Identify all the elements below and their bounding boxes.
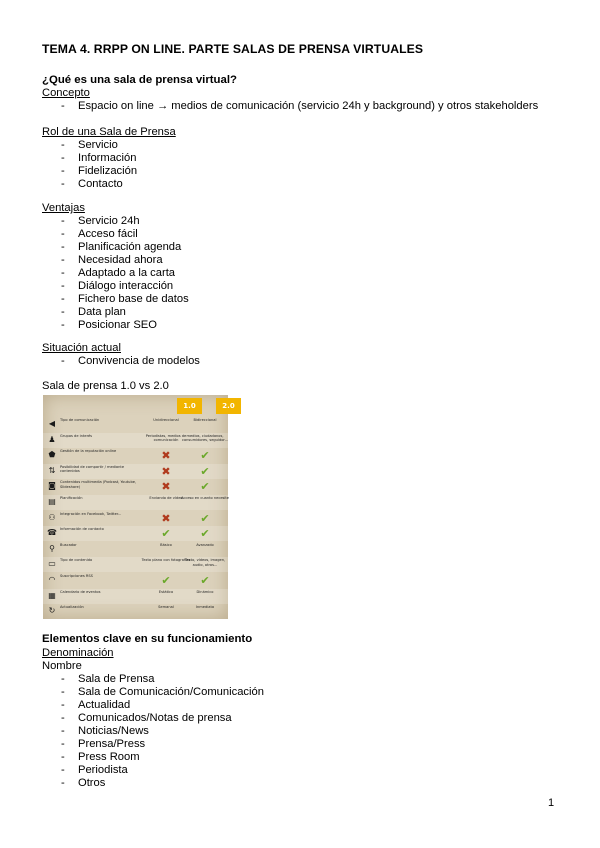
cross-icon: ✖ <box>161 480 171 494</box>
cell-value: Básico <box>160 542 172 547</box>
share-icon: ⇅ <box>48 465 56 475</box>
cell-value: Avanzado <box>196 542 214 547</box>
concepto-list <box>42 100 538 113</box>
feature-label: Buscador <box>60 542 77 547</box>
comparison-caption: Sala de prensa 1.0 vs 2.0 <box>42 380 169 392</box>
feature-label: Planificación <box>60 496 83 500</box>
doc-icon: ▭ <box>48 559 56 569</box>
page-number: 1 <box>548 797 555 809</box>
cell-value: Periodistas, medios de comunicación <box>145 433 187 442</box>
ventajas-label: Ventajas <box>42 202 85 214</box>
cross-icon: ✖ <box>161 449 171 463</box>
comparison-row <box>43 526 228 541</box>
check-icon: ✔ <box>200 511 210 525</box>
list-item: - Comunicados/Notas de prensa <box>42 712 264 725</box>
check-icon: ✔ <box>200 449 210 463</box>
feature-label: Grupos de interés <box>60 433 93 438</box>
feature-label: Integración en Facebook, Twitter... <box>60 511 122 516</box>
list-item: - Fidelización <box>42 165 176 178</box>
network-icon: ⚇ <box>48 512 56 522</box>
section-heading-what-is: ¿Qué es una sala de prensa virtual? <box>42 74 237 86</box>
check-icon: ✔ <box>200 527 210 541</box>
list-item: - Actualidad <box>42 699 264 712</box>
feature-label: Posibilidad de compartir / mediante contenidos <box>60 464 125 474</box>
cell-value: Enviando de vídeo <box>149 496 183 500</box>
cell-value: Acceso en cuanto necesite <box>180 496 230 500</box>
people-icon: ♟ <box>48 434 56 444</box>
cell-value: Texto, vídeos, imagen, audio, otros... <box>184 558 226 567</box>
comparison-row <box>43 589 228 604</box>
list-item: - Información <box>42 152 176 165</box>
check-icon: ✔ <box>200 464 210 478</box>
situacion-list <box>42 355 200 368</box>
list-item: - Data plan <box>42 306 189 319</box>
list-item: - Contacto <box>42 178 176 191</box>
feature-label: Calendario de eventos <box>60 589 101 594</box>
situacion-label: Situación actual <box>42 342 121 354</box>
film-icon: ▤ <box>48 497 56 506</box>
rss-icon: ◠ <box>48 575 56 584</box>
comparison-row <box>43 448 228 463</box>
cell-value: Estático <box>158 589 174 594</box>
press-room-comparison-image <box>43 395 235 619</box>
column-header-1-0: 1.0 <box>177 398 202 414</box>
column-header-2-0: 2.0 <box>216 398 241 414</box>
list-item: - Convivencia de modelos <box>42 355 200 368</box>
comparison-row <box>43 464 228 479</box>
ventajas-block <box>42 202 189 332</box>
situacion-block <box>42 342 200 368</box>
feature-label: Actualización <box>60 605 84 610</box>
feature-label: Información de contacto <box>60 527 104 532</box>
feature-label: Tipo de comunicación <box>60 418 100 422</box>
cell-value: Inmediata <box>195 605 215 610</box>
list-item: - Necesidad ahora <box>42 254 189 267</box>
list-item: - Adaptado a la carta <box>42 267 189 280</box>
list-item: - Otros <box>42 777 264 790</box>
nombre-label: Nombre <box>42 660 82 672</box>
phone-icon: ☎ <box>47 528 57 538</box>
comparison-row <box>43 479 228 494</box>
comparison-row <box>43 542 228 557</box>
feature-label: Gestión de la reputación online <box>60 449 117 454</box>
cell-value: Semanal <box>158 605 174 610</box>
list-item: - Noticias/News <box>42 725 264 738</box>
comparison-row <box>43 557 228 572</box>
list-item: - Press Room <box>42 751 264 764</box>
comparison-row <box>43 604 228 619</box>
list-item: - Servicio 24h <box>42 215 189 228</box>
refresh-icon: ↻ <box>48 606 56 616</box>
denominacion-label: Denominación <box>42 647 114 659</box>
page-title: TEMA 4. RRPP ON LINE. PARTE SALAS DE PRENSA VIRTUALES <box>42 42 424 56</box>
check-icon: ✔ <box>161 527 171 541</box>
list-item: - Prensa/Press <box>42 738 264 751</box>
cell-value: Texto plano con fotografías <box>141 558 191 563</box>
cell-value: Dinámico <box>196 589 214 594</box>
list-item: - Periodista <box>42 764 264 777</box>
cell-value: medios, ciudadanos, consumidores, seguidor... <box>181 433 229 442</box>
list-item: - Sala de Prensa <box>42 673 264 686</box>
cell-value: Unidireccional <box>153 418 179 422</box>
search-icon: ⚲ <box>49 543 55 553</box>
feature-label: Suscripciones RSS <box>60 574 93 578</box>
list-item: - Servicio <box>42 139 176 152</box>
comparison-row <box>43 573 228 588</box>
shield-icon: ⬟ <box>48 450 56 460</box>
comparison-row <box>43 417 228 432</box>
calendar-icon: ▦ <box>48 590 56 600</box>
comparison-row <box>43 495 228 510</box>
cross-icon: ✖ <box>161 464 171 478</box>
megaphone-icon: ◀ <box>48 419 56 428</box>
comparison-row <box>43 511 228 526</box>
rol-block <box>42 126 176 191</box>
section-heading-key-elements: Elementos clave en su funcionamiento <box>42 633 253 645</box>
comparison-row <box>43 433 228 448</box>
denominacion-block <box>42 647 264 790</box>
list-item: - Espacio on line → medios de comunicación (servicio 24h y background) y otros stakeholders <box>42 100 538 113</box>
list-item: - Fichero base de datos <box>42 293 189 306</box>
check-icon: ✔ <box>200 574 210 587</box>
feature-label: Contenidos multimedia (Podcast, Youtube, Slideshare) <box>60 480 137 489</box>
cell-value: Bidireccional <box>193 418 217 422</box>
rol-list <box>42 139 176 191</box>
concepto-label: Concepto <box>42 87 90 99</box>
cross-icon: ✖ <box>161 511 171 525</box>
feature-label: Tipo de contenido <box>60 558 93 563</box>
denominacion-list <box>42 673 264 790</box>
list-item: - Planificación agenda <box>42 241 189 254</box>
concepto-block <box>42 87 538 113</box>
ventajas-list <box>42 215 189 332</box>
rol-label: Rol de una Sala de Prensa <box>42 126 176 138</box>
camera-icon: ◙ <box>48 481 56 491</box>
list-item: - Diálogo interacción <box>42 280 189 293</box>
list-item: - Acceso fácil <box>42 228 189 241</box>
list-item: - Sala de Comunicación/Comunicación <box>42 686 264 699</box>
list-item: - Posicionar SEO <box>42 319 189 332</box>
check-icon: ✔ <box>161 574 171 587</box>
check-icon: ✔ <box>200 480 210 494</box>
